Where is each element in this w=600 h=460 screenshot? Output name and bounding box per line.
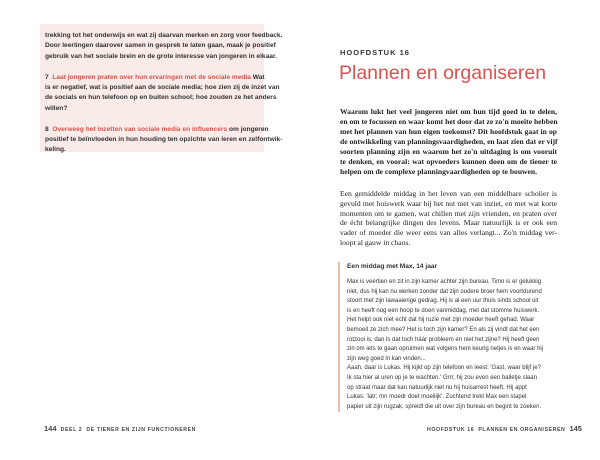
text-line: is en heeft nog een hoop te doen vanmiddag, met dat stomme huiswerk.	[347, 307, 540, 314]
tips-intro	[45, 31, 283, 62]
text-line: te denken, en vooral: wat opvoeders kunnen doen om de tiener te	[340, 157, 557, 166]
text-line: gevuld met huiswerk waar hij het nut niet van inziet, en met wat korte	[340, 198, 557, 208]
case-heading: Een middag met Max, 14 jaar	[347, 263, 438, 270]
text-line: gebruik van het sociale brein en de grote interesse van jongeren in elkaar.	[45, 52, 277, 60]
text-line: Ik sta hier al uren op je te wachten.' Grrr, hij zou even een balletje slaan	[347, 374, 537, 381]
text-line: Max is veertien en zit in zijn kamer achter zijn bureau. Timo is er gelukkig	[347, 279, 542, 285]
text-line: positief te beïnvloeden in hun houding ten opzichte van leren en zelfontwik-	[45, 136, 283, 144]
text-line: Het helpt ook niet echt dat hij ruzie met zijn moeder heeft gehad. Waar	[347, 317, 535, 324]
text-line: en om te focussen en waar komt het door dat ze zo'n moeite hebben	[340, 117, 558, 126]
running-head-section: PLANNEN EN ORGANISEREN	[478, 427, 566, 433]
tip-number: 7	[45, 73, 49, 81]
text-line: soorten planning zijn en waarom het zo'n uitdaging is om vooruit	[340, 147, 557, 156]
text-line: stoort met zijn lawaaierige gedrag. Hij is al een uur thuis sinds school uit	[347, 298, 539, 305]
text-line	[45, 125, 269, 135]
text-line: helpen om de complexe planningvaardigheden op te bouwen.	[340, 167, 538, 176]
case-text	[347, 278, 560, 412]
tip-highlight: Overweeg het inzetten van sociale media en influencers	[52, 125, 228, 133]
text-line: Een gemiddelde middag in het leven van een middelbare scholier is	[340, 189, 557, 198]
tips-box	[40, 24, 283, 154]
page-number: 145	[569, 424, 582, 433]
text-line: Door leerlingen daarover samen in gesprek te laten gaan, maak je positief	[45, 42, 276, 50]
text-line: vader of moeder die weer eens van alles verlangt... Zo'n middag ver-	[340, 228, 557, 238]
text-line	[45, 73, 265, 83]
text-line: Lukas: 'latr; mn moedr doet moeilijk'. Zuchtend trekt Max een stapel	[347, 394, 527, 401]
tip-highlight: Laat jongeren praten over hun ervaringen met de sociale media	[52, 73, 251, 81]
text-line: zin om iets te gaan opruimen wat volgens hem keurig netjes is en waar hij	[347, 346, 544, 353]
chapter-intro	[340, 107, 557, 177]
text-line: rotzooi is, dan is dat toch háár probleem en niet het zijne? Hij heeft geen	[347, 336, 540, 343]
tip-7	[45, 73, 280, 115]
text-line: momenten om te gamen, wat chillen met zijn vrienden, en praten over	[340, 208, 557, 218]
running-head-section: DE TIENER EN ZIJN FUNCTIONEREN	[86, 427, 197, 433]
text-line: niet, dus hij kan nu werken zonder dat zijn oudere broer hem voortdurend	[347, 288, 542, 295]
text-line: is er negatief, wat is positief aan de sociale media; hoe zien zij de inzet van	[45, 84, 280, 92]
text-line: op straat maar dat kan natuurlijk niet nu hij huisarrest heeft. Hij appt	[347, 384, 527, 391]
right-footer	[427, 424, 582, 433]
page-number: 144	[44, 424, 57, 433]
text-line: de ontwikkeling van planningsvaardigheden, en laat zien dat er vijf	[340, 137, 558, 146]
right-page	[300, 0, 600, 460]
case-box	[338, 262, 560, 412]
text-line: keling.	[45, 146, 66, 154]
text-line: zijn weg goed in kan vinden...	[347, 355, 426, 362]
text-line: willen?	[45, 104, 68, 112]
text-line: met het plannen van hun eigen toekomst? Dit hoofdstuk gaat in op	[340, 127, 557, 136]
tip-text: om jongeren	[227, 125, 269, 133]
text-line: loopt al gauw in chaos.	[340, 237, 411, 247]
text-line: bemoeit ze zich mee? Het is toch zijn kamer? En als zij vindt dat het een	[347, 326, 540, 333]
body-paragraph	[340, 189, 557, 248]
tip-8	[45, 125, 283, 156]
text-line: Aaah, daar is Lukas. Hij kijkt op zijn telefoon en leest: 'Gast, waar blijf je?	[347, 365, 541, 372]
tip-number: 8	[45, 125, 49, 133]
text-line: de socials en hun telefoon op en buiten school; hoe zouden ze het anders	[45, 94, 277, 102]
chapter-label: HOOFDSTUK 16	[340, 48, 410, 57]
text-line: de écht belangrijke dingen des levens. Maar natuurlijk is er ook een	[340, 218, 557, 228]
text-line: papier uit zijn rugzak, spreidt die uit over zijn bureau en begint te zoeken.	[347, 403, 542, 410]
chapter-title: Plannen en organiseren	[339, 62, 547, 84]
running-head-part: DEEL 2	[60, 427, 83, 433]
left-footer	[44, 424, 196, 433]
tip-text: Wat	[250, 73, 265, 81]
text-line: Waarom lukt het veel jongeren niet om hun tijd goed in te delen,	[340, 107, 557, 116]
text-line: trekking tot het onderwijs en wat zij daarvan merken en zorg voor feedback.	[45, 32, 283, 39]
running-head-chapter: HOOFDSTUK 16	[427, 427, 475, 433]
